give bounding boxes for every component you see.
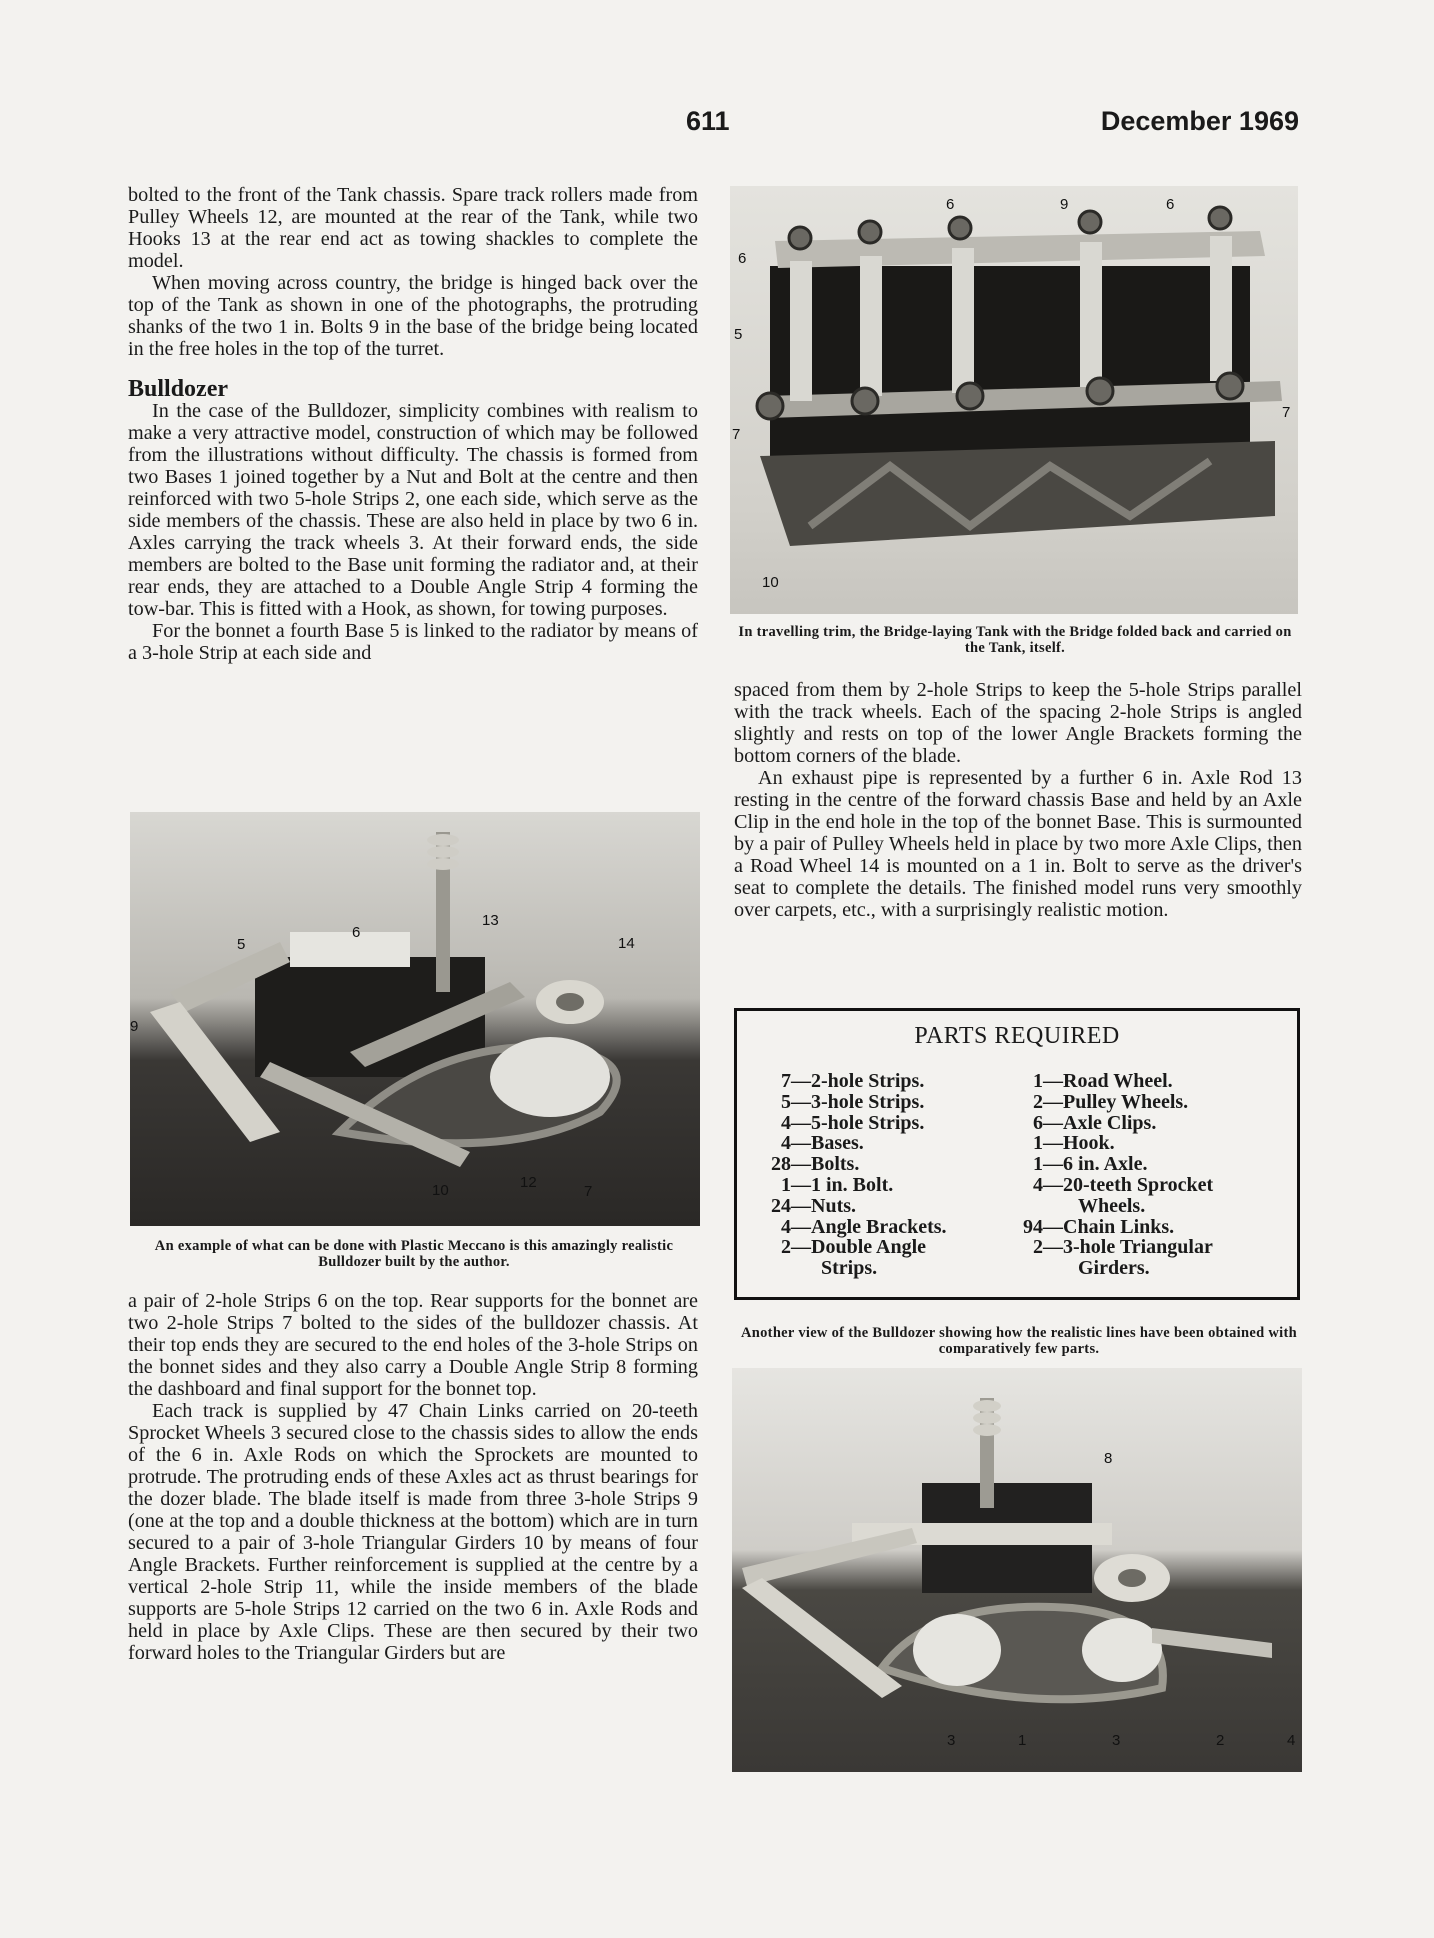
parts-row [1019,1258,1213,1279]
photo-label: 14 [618,935,635,952]
part-name: 5-hole Strips. [811,1111,925,1134]
part-count: 5 [781,1090,791,1113]
parts-row: 4 — 5-hole Strips. [751,1113,947,1134]
part-name: Strips. [821,1257,878,1280]
photo-label: 10 [432,1182,449,1199]
part-count [1019,1196,1043,1217]
part-count: 2 [1033,1236,1043,1259]
paragraph: a pair of 2-hole Strips 6 on the top. Rear supports for the bonnet are two 2-hole Strips 7 bolted to the sides of the bulldozer chassis. At their top ends they are secured to the end holes of the 3-hole Strips on the bonnet sides and they also carry a Double Angle Strip 8 forming the dashboard and final support for the bonnet top. [128,1290,698,1400]
part-name: 3-hole Triangular [1063,1236,1213,1259]
part-count: 1 [1033,1132,1043,1155]
parts-row: 94 — Chain Links. [1019,1217,1213,1238]
part-name: Nuts. [811,1194,857,1217]
parts-row: 1 — Road Wheel. [1019,1071,1213,1092]
parts-list-left [751,1071,947,1279]
photo-label: 5 [237,936,246,953]
paragraph: An exhaust pipe is represented by a further 6 in. Axle Rod 13 resting in the centre of the forward chassis Base and held by an Axle Clip in the end hole in the top of the bonnet Base. This is surmounted by a pair of Pulley Wheels held in place by two more Axle Clips, then a Road Wheel 14 is mounted on a 1 in. Bolt to serve as the driver's seat to complete the details. The finished model runs very smoothly over carpets, etc., with a surprisingly realistic motion. [734,767,1302,921]
part-name: 3-hole Strips. [811,1090,925,1113]
part-name: 6 in. Axle. [1063,1153,1148,1176]
photo-label: 7 [1282,404,1291,421]
photo-label: 9 [130,1018,139,1035]
photo-label: 3 [1112,1732,1121,1749]
part-count: 1 [781,1173,791,1196]
part-count: 24 [771,1194,791,1217]
bulldozer-photo-2-caption: Another view of the Bulldozer showing how the realistic lines have been obtained with comparatively few parts. [741,1325,1297,1357]
parts-row: 28 — Bolts. [751,1154,947,1175]
bulldozer-photo-1-caption: An example of what can be done with Plastic Meccano is this amazingly realistic Bulldozer built by the author. [154,1238,674,1270]
issue-date: December 1969 [1100,106,1299,136]
part-count: 7 [781,1070,791,1092]
part-count: 1 [1033,1153,1043,1176]
part-name: Wheels. [1078,1194,1146,1217]
photo-label: 7 [584,1183,593,1200]
photo-label: 6 [352,924,361,941]
photo-label: 8 [1104,1450,1113,1467]
parts-row: 1 — 6 in. Axle. [1019,1154,1213,1175]
parts-row: 1 — Hook. [1019,1133,1213,1154]
right-column [734,679,1302,921]
part-name: 2-hole Strips. [811,1070,925,1092]
parts-row [751,1258,947,1279]
paragraph: spaced from them by 2-hole Strips to keep the 5-hole Strips parallel with the track wheels. Each of the spacing 2-hole Strips is angled slightly and rests on top of the lower Angle Brackets forming the bottom corners of the blade. [734,679,1302,767]
bulldozer-photo-2 [732,1368,1302,1772]
left-column-top [128,184,698,664]
part-count: 4 [781,1111,791,1134]
photo-label: 6 [946,196,955,213]
parts-row: 6 — Axle Clips. [1019,1113,1213,1134]
photo-label: 10 [762,574,779,591]
parts-required-box [734,1008,1300,1300]
part-name: Axle Clips. [1063,1111,1157,1134]
photo-label: 9 [1060,196,1069,213]
parts-title: PARTS REQUIRED [914,1023,1120,1049]
left-column-bottom [128,1290,698,1664]
part-count: 2 [1033,1090,1043,1113]
photo-label: 13 [482,912,499,929]
part-count: 2 [781,1236,791,1259]
part-name: Double Angle [811,1236,927,1259]
part-name: Girders. [1078,1257,1150,1280]
part-name: Chain Links. [1063,1215,1175,1238]
part-name: Pulley Wheels. [1063,1090,1189,1113]
section-heading: Bulldozer [128,376,228,402]
bulldozer-photo-1 [130,812,700,1226]
part-name: Bases. [811,1132,864,1155]
parts-row: 2 — 3-hole Triangular [1019,1237,1213,1258]
part-name: 20-teeth Sprocket [1063,1173,1214,1196]
parts-row: 2 — Pulley Wheels. [1019,1092,1213,1113]
part-name: Road Wheel. [1063,1070,1173,1092]
parts-row: 4 — 20-teeth Sprocket [1019,1175,1213,1196]
part-count [1019,1258,1043,1279]
part-count: 28 [771,1153,791,1176]
part-name: Hook. [1063,1132,1115,1155]
photo-label: 1 [1018,1732,1027,1749]
photo-label: 4 [1287,1732,1296,1749]
photo-label: 6 [738,250,747,267]
part-name: Angle Brackets. [811,1215,947,1238]
part-count: 4 [1033,1173,1043,1196]
part-count [751,1258,791,1279]
parts-row: 24 — Nuts. [751,1196,947,1217]
parts-row: 5 — 3-hole Strips. [751,1092,947,1113]
paragraph: In the case of the Bulldozer, simplicity combines with realism to make a very attractive model, construction of which may be followed from the illustrations without difficulty. The chassis is formed from two Bases 1 joined together by a Nut and Bolt at the centre and then reinforced with two 5-hole Strips 2, one each side, which serve as the side members of the chassis. These are also held in place by two 6 in. Axles carrying the track wheels 3. At their forward ends, the side members are bolted to the Base unit forming the radiator and, at their rear ends, they are attached to a Double Angle Strip 4 forming the tow-bar. This is fitted with a Hook, as shown, for towing purposes. [128,400,698,620]
parts-row: 2 — Double Angle [751,1237,947,1258]
parts-row: 7 — 2-hole Strips. [751,1071,947,1092]
paragraph: For the bonnet a fourth Base 5 is linked to the radiator by means of a 3-hole Strip at each side and [128,620,698,664]
paragraph: Each track is supplied by 47 Chain Links carried on 20-teeth Sprocket Wheels 3 secured close to the chassis sides to allow the ends of the 6 in. Axle Rods on which the Sprockets are mounted to protrude. The protruding ends of these Axles act as thrust bearings for the dozer blade. The blade itself is made from three 3-hole Strips 9 (one at the top and a double thickness at the bottom) which are in turn secured to a pair of 3-hole Triangular Girders 10 by means of four Angle Brackets. Further reinforcement is supplied at the centre by a vertical 2-hole Strip 11, while the inside members of the blade supports are 5-hole Strips 12 carried on the two 6 in. Axle Rods and held in place by Axle Clips. These are then secured by their two forward holes to the Triangular Girders but are [128,1400,698,1664]
photo-label: 12 [520,1174,537,1191]
photo-label: 2 [1216,1732,1225,1749]
parts-row: 1 — 1 in. Bolt. [751,1175,947,1196]
tank-photo-caption: In travelling trim, the Bridge-laying Tank with the Bridge folded back and carried on the Tank, itself. [738,624,1292,656]
parts-list-right [1019,1071,1213,1279]
photo-label: 3 [947,1732,956,1749]
part-name: 1 in. Bolt. [811,1173,894,1196]
part-count: 94 [1023,1215,1043,1238]
parts-row: 4 — Angle Brackets. [751,1217,947,1238]
part-count: 4 [781,1132,791,1155]
parts-row [1019,1196,1213,1217]
part-count: 4 [781,1215,791,1238]
paragraph: bolted to the front of the Tank chassis. Spare track rollers made from Pulley Wheels 12, are mounted at the rear of the Tank, while two Hooks 13 at the rear end act as towing shackles to complete the model. [128,184,698,272]
part-count: 6 [1033,1111,1043,1134]
photo-label: 7 [732,426,741,443]
page-number: 611 [686,106,730,136]
part-count: 1 [1033,1070,1043,1092]
paragraph: When moving across country, the bridge is hinged back over the top of the Tank as shown in one of the photographs, the protruding shanks of the two 1 in. Bolts 9 in the base of the bridge being located in the free holes in the top of the turret. [128,272,698,360]
photo-label: 5 [734,326,743,343]
tank-photo [730,186,1298,614]
part-name: Bolts. [811,1153,860,1176]
photo-label: 6 [1166,196,1175,213]
parts-row: 4 — Bases. [751,1133,947,1154]
